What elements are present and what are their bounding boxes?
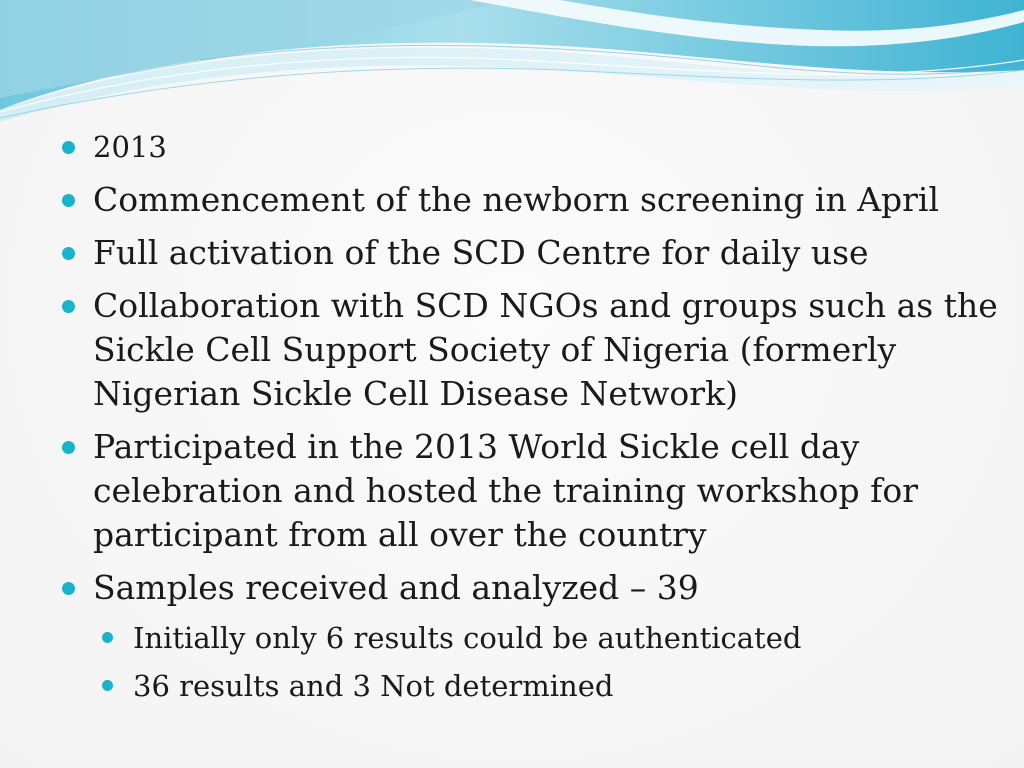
bullet-text: Commencement of the newborn screening in April (93, 180, 940, 219)
header-wave-decoration (0, 0, 1024, 130)
bullet-world-sickle-cell-day (60, 425, 1000, 557)
bullet-dot-icon (62, 582, 75, 595)
bullet-scd-centre (60, 231, 1000, 275)
bullet-text: 2013 (93, 130, 167, 164)
bullet-dot-icon (62, 300, 75, 313)
bullet-samples (60, 566, 1000, 610)
slide-body (60, 128, 1000, 715)
bullet-text: Collaboration with SCD NGOs and groups such as the Sickle Cell Support Society of Nigeria (formerly Nigerian Sickle Cell Disease Network) (93, 286, 998, 413)
bullet-dot-icon (62, 441, 75, 454)
bullet-collaboration (60, 284, 1000, 416)
bullet-dot-icon (62, 247, 75, 260)
sub-bullet-authenticated (100, 619, 1000, 657)
sub-bullet-results (100, 667, 1000, 705)
bullet-year (60, 128, 1000, 166)
bullet-text: Full activation of the SCD Centre for daily use (93, 233, 869, 272)
bullet-dot-icon (62, 194, 75, 207)
bullet-newborn-screening (60, 178, 1000, 222)
bullet-text: 36 results and 3 Not determined (133, 669, 614, 703)
bullet-list (60, 128, 1000, 705)
bullet-dot-icon (102, 632, 113, 643)
bullet-dot-icon (102, 680, 113, 691)
bullet-dot-icon (62, 141, 75, 154)
bullet-text: Initially only 6 results could be authenticated (133, 621, 802, 655)
bullet-text: Samples received and analyzed – 39 (93, 568, 699, 607)
bullet-text: Participated in the 2013 World Sickle cell day celebration and hosted the training workshop for participant from all over the country (93, 427, 918, 554)
